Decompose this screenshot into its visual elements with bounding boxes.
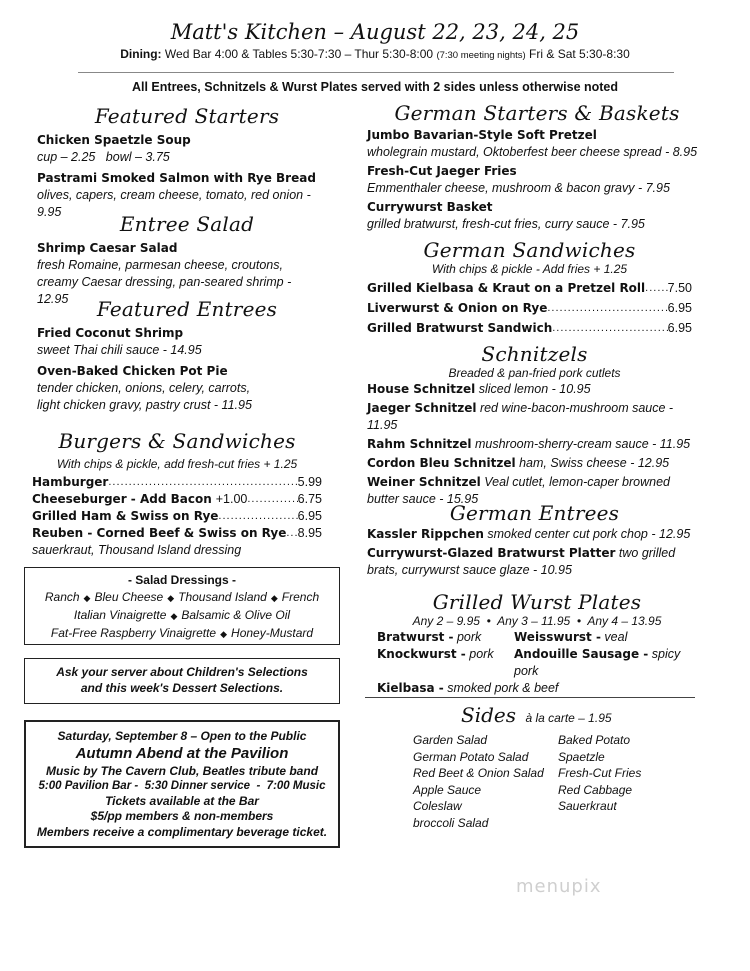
item-desc: grilled bratwurst, fresh-cut fries, curry sauce - 7.95	[367, 217, 645, 231]
item-desc: pork	[469, 647, 494, 661]
item-name: Grilled Kielbasa & Kraut on a Pretzel Roll	[367, 281, 646, 295]
item-price: 8.95	[297, 526, 322, 540]
dining-hours	[0, 47, 750, 61]
menu-item	[32, 491, 322, 508]
item-name: Liverwurst & Onion on Rye	[367, 301, 548, 315]
item-desc: mushroom-sherry-cream sauce - 11.95	[474, 437, 691, 451]
item-name: Cheeseburger - Add Bacon	[32, 492, 212, 506]
menu-item	[367, 545, 685, 579]
menu-item	[367, 526, 702, 543]
item-price: 6.95	[297, 509, 322, 523]
schnitzels-subheading: Breaded & pan-fried pork cutlets	[448, 366, 621, 380]
item-desc: ham, Swiss cheese - 12.95	[519, 456, 670, 470]
diamond-icon: ◆	[167, 593, 175, 603]
menu-item	[32, 525, 322, 542]
event-date: Saturday, September 8 – Open to the Public	[57, 729, 307, 743]
event-perk: Members receive a complimentary beverage ticket.	[36, 825, 328, 839]
leader-dots	[247, 491, 297, 508]
menu-item	[367, 436, 702, 453]
side-item: Sauerkraut	[558, 799, 617, 813]
dressing: Bleu Cheese	[94, 590, 164, 604]
german-sandwiches-heading: German Sandwiches	[423, 238, 636, 262]
menu-item	[367, 381, 702, 398]
wurst-item	[377, 629, 514, 646]
dressings-line	[25, 607, 339, 625]
event-tickets: Tickets available at the Bar	[105, 794, 259, 808]
side-item: Coleslaw	[413, 799, 462, 813]
german-sandwiches-section	[367, 238, 692, 338]
menu-item	[367, 318, 692, 338]
diamond-icon: ◆	[220, 629, 228, 639]
ask-line-2: and this week's Dessert Selections.	[80, 681, 284, 695]
sides-section	[413, 703, 713, 831]
dressing: French	[281, 590, 320, 604]
item-name: Kielbasa -	[377, 681, 444, 695]
item-name: Currywurst Basket	[367, 200, 493, 214]
dressings-line	[25, 589, 339, 607]
sides-notice: All Entrees, Schnitzels & Wurst Plates served with 2 sides unless otherwise noted	[131, 80, 619, 94]
side-item: German Potato Salad	[413, 749, 529, 764]
item-name: Oven-Baked Chicken Pot Pie	[37, 364, 228, 378]
item-desc: veal	[604, 630, 628, 644]
item-price: 7.50	[667, 281, 692, 295]
dressing: Ranch	[44, 590, 80, 604]
sides-list	[413, 732, 713, 831]
item-name: Currywurst-Glazed Bratwurst Platter	[367, 546, 616, 560]
event-box	[24, 720, 340, 848]
item-desc: red wine-bacon-mushroom sauce - 11.95	[367, 401, 674, 432]
german-entrees-heading: German Entrees	[449, 501, 620, 525]
hours-end: Fri & Sat 5:30-8:30	[529, 47, 630, 61]
item-price: 6.95	[667, 301, 692, 315]
item-desc: sweet Thai chili sauce - 14.95	[37, 343, 202, 357]
sides-heading: Sides	[461, 703, 516, 727]
dressing: Italian Vinaigrette	[73, 608, 167, 622]
featured-entrees-heading: Featured Entrees	[96, 297, 278, 321]
menu-item	[367, 199, 707, 233]
side-item: Spaetzle	[558, 749, 605, 764]
item-name: Chicken Spaetzle Soup	[37, 133, 191, 147]
dining-label: Dining:	[120, 47, 162, 61]
menu-item	[367, 298, 692, 318]
wurst-item	[514, 629, 707, 646]
item-name: Bratwurst -	[377, 630, 454, 644]
item-desc: sliced lemon - 10.95	[478, 382, 591, 396]
leader-dots	[547, 298, 667, 318]
side-item: Red Beet & Onion Salad	[413, 766, 544, 780]
menu-item	[367, 455, 702, 472]
item-name: Weiner Schnitzel	[367, 475, 481, 489]
dressings-heading: - Salad Dressings -	[127, 573, 237, 587]
german-sandwiches-subheading: With chips & pickle - Add fries + 1.25	[431, 262, 628, 276]
sides-col-1	[413, 732, 558, 831]
menu-item	[367, 278, 692, 298]
menu-item	[37, 132, 337, 166]
side-item: Baked Potato	[558, 733, 631, 747]
item-price: 5.99	[297, 475, 322, 489]
item-price: 6.75	[297, 492, 322, 506]
item-desc: two grilled brats, currywurst sauce glaze - 10.95	[367, 546, 676, 577]
dressing: Fat-Free Raspberry Vinaigrette	[50, 626, 217, 640]
german-starters-heading: German Starters & Baskets	[394, 101, 680, 125]
sides-header	[461, 703, 713, 727]
item-name: Shrimp Caesar Salad	[37, 241, 178, 255]
item-name: Rahm Schnitzel	[367, 437, 472, 451]
featured-starters-heading: Featured Starters	[94, 104, 280, 128]
menu-item	[32, 508, 322, 525]
wurst-item	[514, 646, 707, 680]
event-title: Autumn Abend at the Pavilion	[75, 745, 289, 762]
event-price: $5/pp members & non-members	[90, 809, 274, 823]
item-name: House Schnitzel	[367, 382, 476, 396]
dressings-line	[25, 625, 339, 643]
ask-line-1: Ask your server about Children's Selections	[56, 665, 308, 679]
item-name: Knockwurst -	[377, 647, 466, 661]
leader-dots	[286, 525, 297, 542]
menu-item	[367, 400, 702, 434]
item-extra: +1.00	[215, 492, 248, 506]
item-name: Andouille Sausage -	[514, 647, 649, 661]
left-column	[37, 104, 337, 225]
reuben-desc: sauerkraut, Thousand Island dressing	[32, 543, 242, 557]
item-name: Fresh-Cut Jaeger Fries	[367, 164, 517, 178]
item-desc: fresh Romaine, parmesan cheese, croutons, creamy Caesar dressing, pan-seared shrimp - 12.95	[37, 258, 292, 306]
leader-dots	[645, 278, 668, 298]
item-name: Jumbo Bavarian-Style Soft Pretzel	[367, 128, 597, 142]
item-desc: pork	[456, 630, 482, 644]
wurst-pricing: Any 2 – 9.95 • Any 3 – 11.95 • Any 4 – 13.95	[412, 614, 662, 628]
diamond-icon: ◆	[83, 593, 91, 603]
dressing: Honey-Mustard	[231, 626, 314, 640]
item-name: Weisswurst -	[514, 630, 601, 644]
item-desc: tender chicken, onions, celery, carrots, light chicken gravy, pastry crust - 11.95	[37, 381, 252, 412]
wurst-item	[377, 646, 514, 680]
menu-item	[367, 163, 707, 197]
item-name: Grilled Ham & Swiss on Rye	[32, 509, 219, 523]
item-name: Reuben - Corned Beef & Swiss on Rye	[32, 526, 287, 540]
leader-dots	[218, 508, 297, 525]
hours-note: (7:30 meeting nights)	[436, 50, 526, 61]
event-times: 5:00 Pavilion Bar - 5:30 Dinner service - 7:00 Music	[38, 780, 326, 792]
wurst-list	[367, 629, 707, 697]
dressing: Thousand Island	[178, 590, 267, 604]
schnitzels-section	[367, 342, 702, 512]
header-divider	[78, 72, 674, 73]
diamond-icon: ◆	[270, 593, 278, 603]
event-music: Music by The Cavern Club, Beatles tribute band	[45, 764, 319, 778]
item-name: Fried Coconut Shrimp	[37, 326, 184, 340]
item-name: Kassler Rippchen	[367, 527, 484, 541]
burgers-subheading: With chips & pickle, add fresh-cut fries + 1.25	[56, 457, 298, 471]
item-name: Jaeger Schnitzel	[367, 401, 477, 415]
leader-dots	[108, 474, 297, 491]
wurst-heading: Grilled Wurst Plates	[432, 590, 642, 614]
featured-entrees-section	[37, 297, 337, 418]
item-name: Hamburger	[32, 475, 109, 489]
salad-dressings-box	[24, 567, 340, 645]
side-item: Fresh-Cut Fries	[558, 766, 642, 780]
german-entrees-section	[367, 501, 702, 583]
ask-server-box	[24, 658, 340, 704]
side-item: Garden Salad	[413, 733, 488, 747]
item-desc: Veal cutlet, lemon-caper browned butter sauce - 15.95	[367, 475, 670, 506]
side-item: Red Cabbage	[558, 782, 633, 797]
wurst-divider	[365, 697, 695, 698]
item-name: Grilled Bratwurst Sandwich	[367, 321, 553, 335]
entree-salad-heading: Entree Salad	[119, 212, 255, 236]
item-desc: cup – 2.25 bowl – 3.75	[37, 150, 170, 164]
item-desc: smoked center cut pork chop - 12.95	[487, 527, 691, 541]
wurst-section	[367, 590, 707, 697]
item-desc: olives, capers, cream cheese, tomato, red onion - 9.95	[37, 188, 311, 219]
burgers-heading: Burgers & Sandwiches	[58, 429, 296, 453]
menu-item	[37, 363, 337, 414]
item-desc: spicy pork	[514, 647, 681, 678]
hours-main: Wed Bar 4:00 & Tables 5:30-7:30 – Thur 5:30-8:00	[164, 47, 434, 61]
side-item: broccoli Salad	[413, 815, 489, 830]
diamond-icon: ◆	[170, 611, 178, 621]
item-name: Pastrami Smoked Salmon with Rye Bread	[37, 171, 316, 185]
leader-dots	[552, 318, 667, 338]
burgers-section	[32, 429, 322, 559]
wurst-item	[377, 680, 707, 697]
menu-item	[367, 127, 707, 161]
german-starters-section	[367, 101, 707, 237]
watermark: menupix	[516, 876, 602, 897]
sides-col-2	[558, 732, 713, 831]
item-desc: wholegrain mustard, Oktoberfest beer cheese spread - 8.95	[367, 145, 698, 159]
menu-item	[37, 325, 337, 359]
item-name: Cordon Bleu Schnitzel	[367, 456, 516, 470]
menu-item	[32, 474, 322, 491]
item-desc: Emmenthaler cheese, mushroom & bacon gravy - 7.95	[367, 181, 670, 195]
item-desc: smoked pork & beef	[447, 681, 559, 695]
side-item: Apple Sauce	[413, 782, 482, 797]
item-price: 6.95	[667, 321, 692, 335]
schnitzels-heading: Schnitzels	[481, 342, 588, 366]
page-title: Matt's Kitchen – August 22, 23, 24, 25	[170, 20, 580, 44]
sides-note: à la carte – 1.95	[525, 711, 612, 725]
dressing: Balsamic & Olive Oil	[181, 608, 291, 622]
